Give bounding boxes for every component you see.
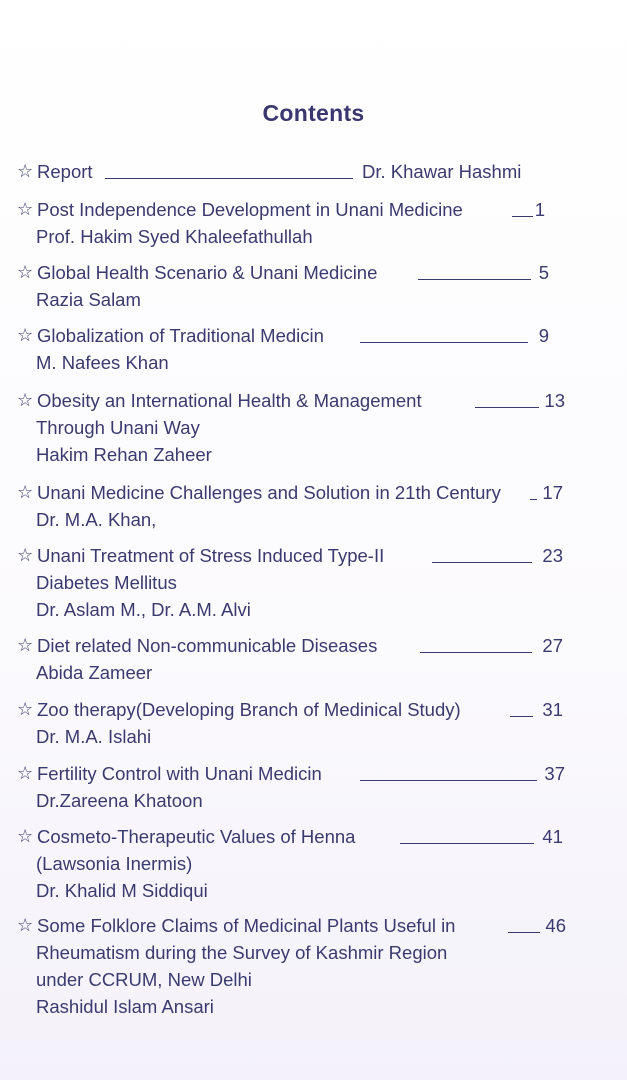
toc-page-number: 5	[538, 262, 549, 283]
toc-page-number: 23	[542, 545, 563, 566]
toc-entry-title: Zoo therapy(Developing Branch of Medinical Study)	[37, 699, 461, 720]
toc-entry-title: Fertility Control with Unani Medicin	[37, 763, 322, 784]
toc-entry	[0, 387, 627, 468]
leader-line	[512, 216, 533, 217]
toc-entry-subline: Dr. Aslam M., Dr. A.M. Alvi	[36, 599, 251, 620]
toc-entry-subline: Abida Zameer	[36, 662, 153, 683]
leader-line	[530, 499, 537, 500]
star-bullet-icon: ☆	[17, 826, 34, 846]
toc-entry-line	[0, 632, 627, 659]
star-bullet-icon: ☆	[17, 390, 34, 410]
toc-entry-subline: (Lawsonia Inermis)	[36, 853, 193, 874]
leader-line	[432, 562, 532, 563]
toc-entry-title: Post Independence Development in Unani Medicine	[37, 199, 463, 220]
toc-page-number: 31	[542, 699, 563, 720]
toc-entry-subline: Through Unani Way	[36, 417, 200, 438]
toc-entry-title: Global Health Scenario & Unani Medicine	[37, 262, 378, 283]
toc-entry-title: Report	[37, 161, 93, 182]
toc-entry-line	[0, 760, 627, 787]
toc-entry	[0, 542, 627, 623]
toc-entry-title: Diet related Non-communicable Diseases	[37, 635, 378, 656]
toc-page-number: 1	[534, 199, 545, 220]
toc-entry-line	[0, 259, 627, 286]
toc-entry	[0, 823, 627, 904]
toc-entry-line	[0, 542, 627, 569]
toc-entry-author: Dr. Khawar Hashmi	[362, 161, 522, 182]
toc-entry-title: Globalization of Traditional Medicin	[37, 325, 324, 346]
toc-entry	[0, 696, 627, 750]
star-bullet-icon: ☆	[17, 545, 34, 565]
toc-entry-line	[0, 912, 627, 939]
star-bullet-icon: ☆	[17, 325, 34, 345]
toc-entry-subline: Dr. M.A. Khan,	[36, 509, 157, 530]
toc-entry-title: Cosmeto-Therapeutic Values of Henna	[37, 826, 356, 847]
toc-entry-line	[0, 479, 627, 506]
toc-entry-line	[0, 696, 627, 723]
toc-entry-title: Some Folklore Claims of Medicinal Plants Useful in	[37, 915, 456, 936]
toc-entry-subline: Prof. Hakim Syed Khaleefathullah	[36, 226, 313, 247]
toc-entry-title: Unani Medicine Challenges and Solution in 21th Century	[37, 482, 501, 503]
leader-line	[420, 652, 532, 653]
leader-line	[400, 843, 534, 844]
star-bullet-icon: ☆	[17, 915, 34, 935]
star-bullet-icon: ☆	[17, 161, 34, 181]
toc-entry-subline: Diabetes Mellitus	[36, 572, 177, 593]
toc-entry-line	[0, 322, 627, 349]
toc-entry-subline: Dr.Zareena Khatoon	[36, 790, 203, 811]
toc-entry-line	[0, 196, 627, 223]
star-bullet-icon: ☆	[17, 199, 34, 219]
toc-entry-line	[0, 823, 627, 850]
toc-entry-title: Unani Treatment of Stress Induced Type-II	[37, 545, 385, 566]
toc-page-number: 41	[542, 826, 563, 847]
page-title: Contents	[262, 100, 365, 126]
toc-entry-subline: M. Nafees Khan	[36, 352, 169, 373]
toc-entry	[0, 760, 627, 814]
toc-entry-subline: Hakim Rehan Zaheer	[36, 444, 212, 465]
toc-entry	[0, 322, 627, 376]
leader-line	[510, 716, 533, 717]
toc-entry-subline: Dr. Khalid M Siddiqui	[36, 880, 208, 901]
star-bullet-icon: ☆	[17, 763, 34, 783]
star-bullet-icon: ☆	[17, 482, 34, 502]
toc-entry-line	[0, 158, 627, 185]
toc-entry-line	[0, 387, 627, 414]
star-bullet-icon: ☆	[17, 262, 34, 282]
toc-page-number: 13	[544, 390, 565, 411]
toc-entry-subline: Rheumatism during the Survey of Kashmir Region	[36, 942, 448, 963]
leader-line	[475, 407, 539, 408]
star-bullet-icon: ☆	[17, 699, 34, 719]
toc-page-number: 37	[544, 763, 565, 784]
toc-page-number: 46	[545, 915, 566, 936]
toc-entry	[0, 196, 627, 250]
toc-entry-subline: Rashidul Islam Ansari	[36, 996, 214, 1017]
toc-page-number: 9	[538, 325, 549, 346]
leader-line	[418, 279, 531, 280]
toc-page-number: 27	[542, 635, 563, 656]
toc-page-number: 17	[542, 482, 563, 503]
leader-line	[105, 178, 353, 179]
toc-entry	[0, 912, 627, 1020]
toc-entry-title: Obesity an International Health & Management	[37, 390, 422, 411]
star-bullet-icon: ☆	[17, 635, 34, 655]
toc-entry	[0, 259, 627, 313]
leader-line	[360, 342, 528, 343]
leader-line	[360, 780, 537, 781]
toc-entry-subline: under CCRUM, New Delhi	[36, 969, 252, 990]
toc-entry	[0, 632, 627, 686]
toc-entry	[0, 479, 627, 533]
toc-entry-subline: Razia Salam	[36, 289, 141, 310]
leader-line	[508, 932, 540, 933]
toc-entry-subline: Dr. M.A. Islahi	[36, 726, 152, 747]
toc-entry	[0, 158, 627, 185]
